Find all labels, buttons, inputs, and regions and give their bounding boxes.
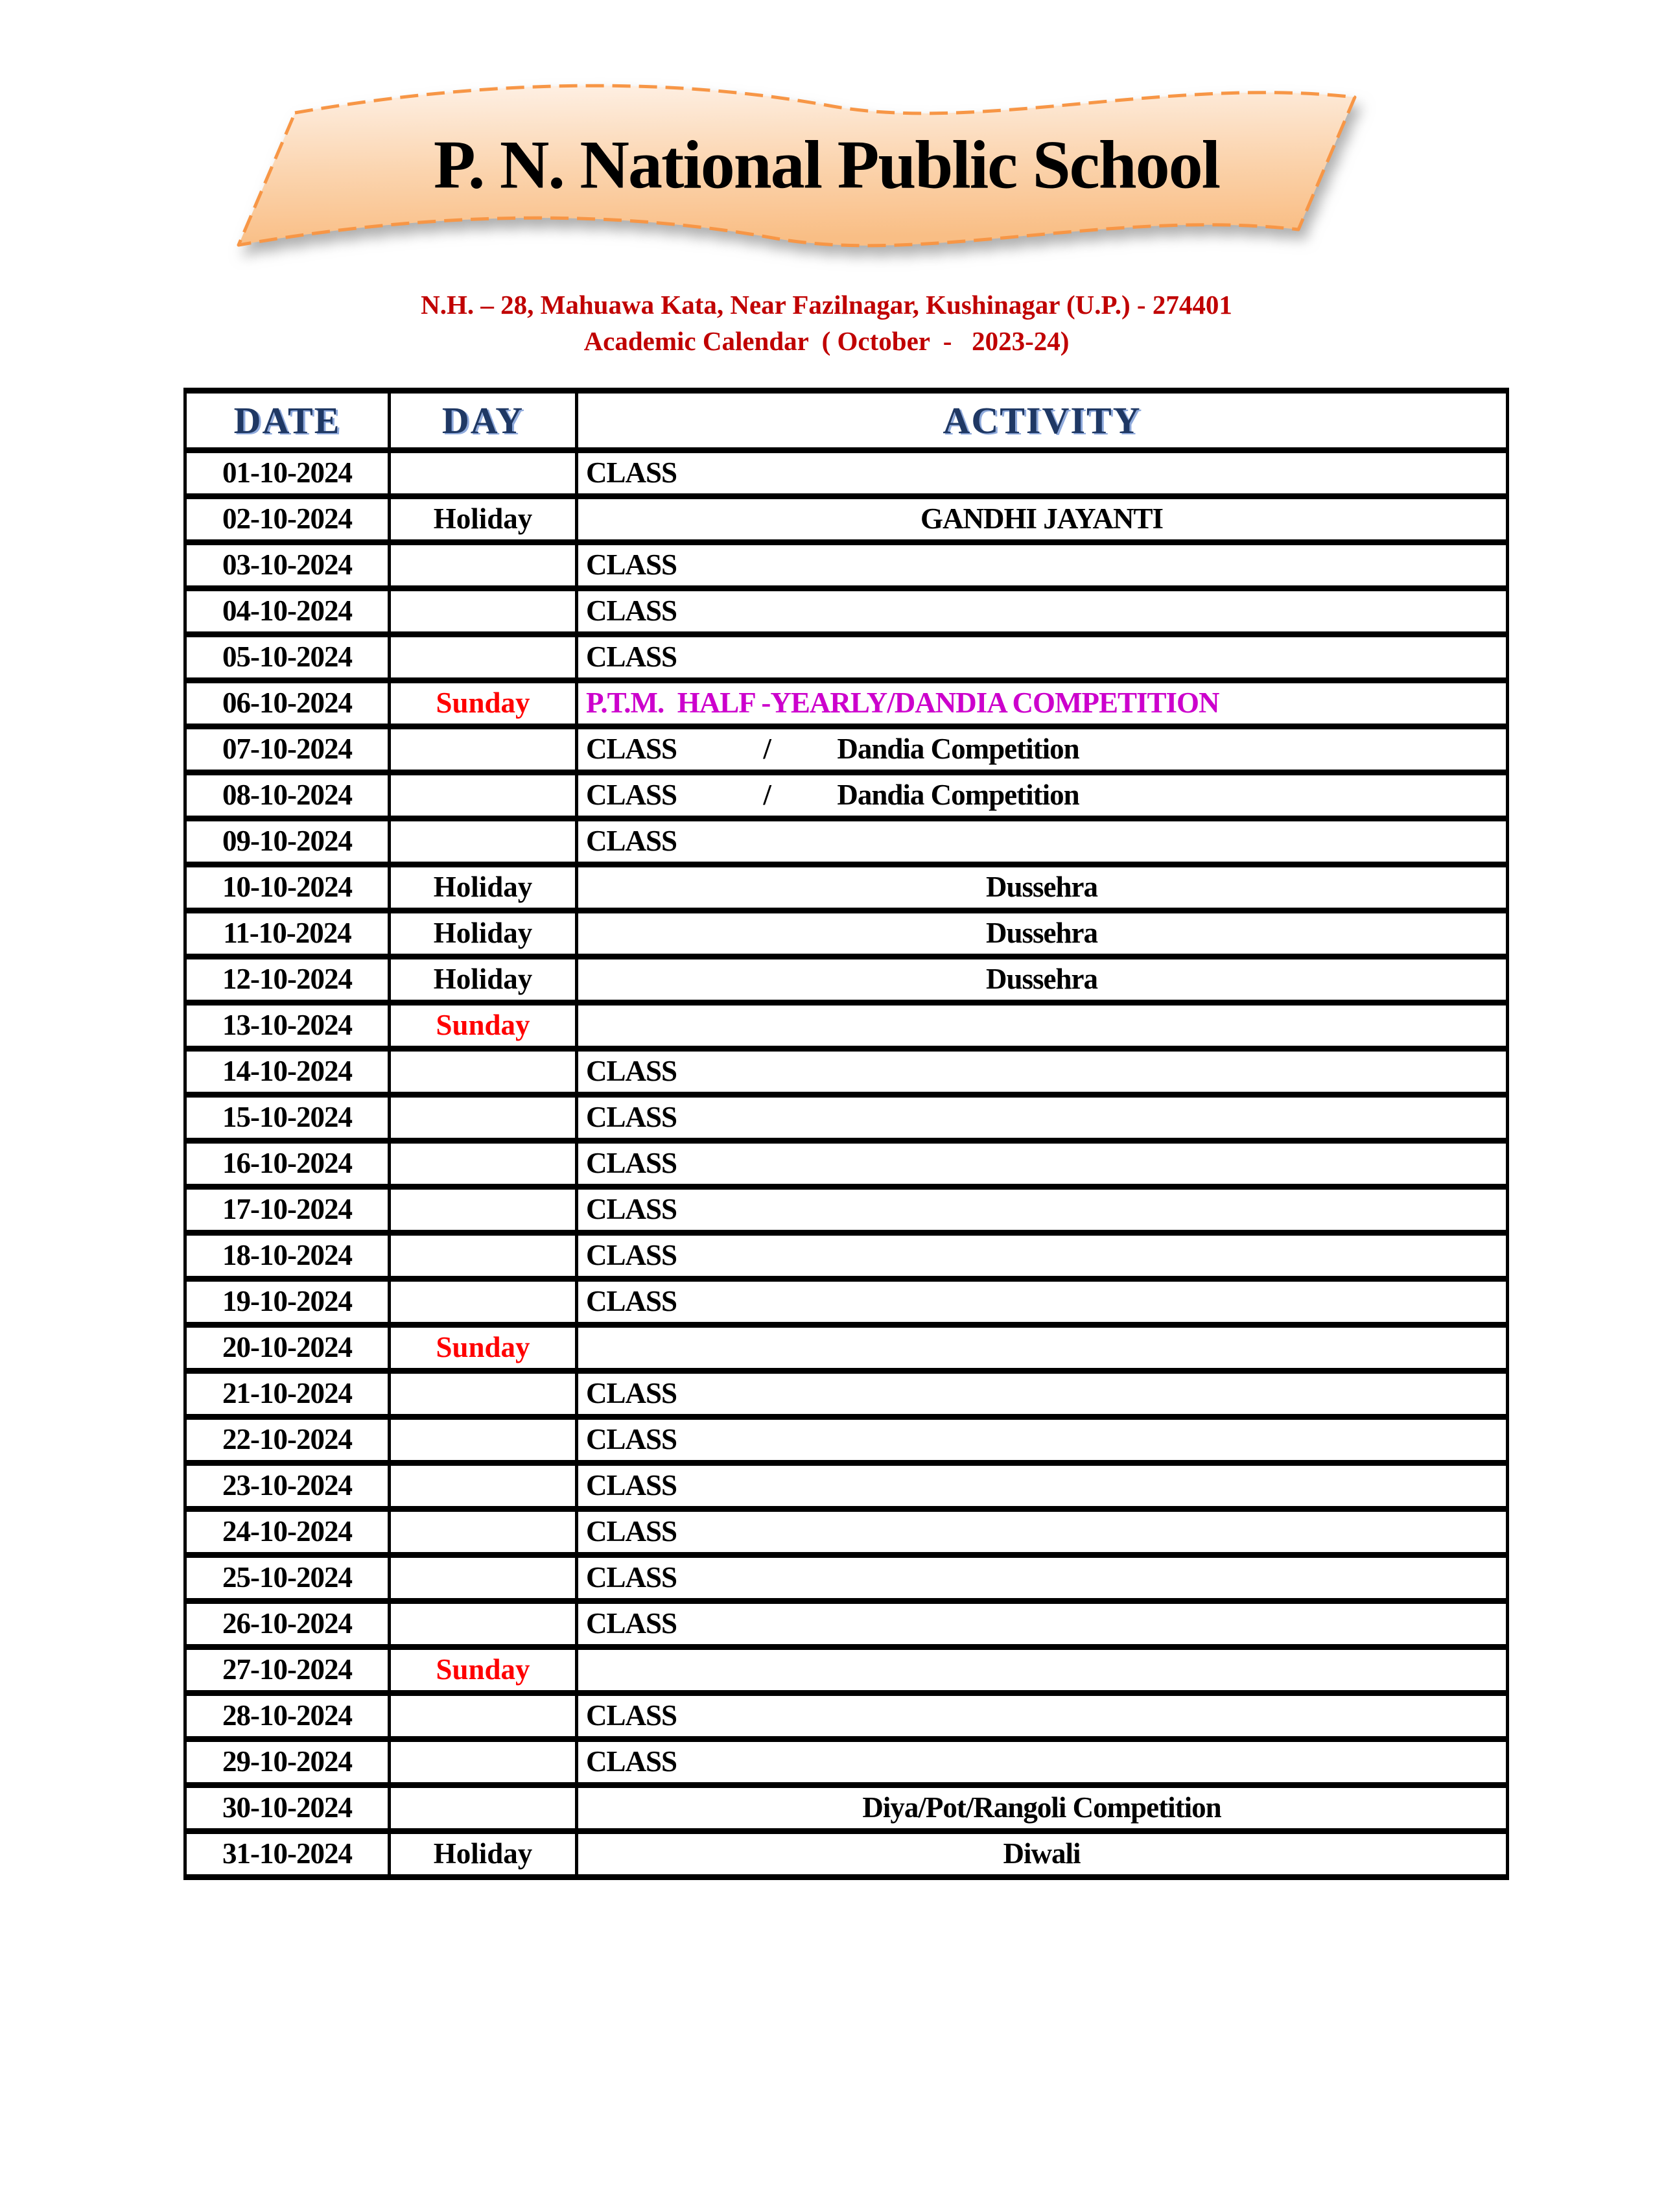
table-row <box>185 819 1508 865</box>
date-cell: 16-10-2024 <box>185 1141 390 1187</box>
date-cell: 11-10-2024 <box>185 911 390 957</box>
day-cell <box>390 1785 577 1831</box>
activity-cell: CLASS <box>577 1555 1508 1601</box>
activity-cell <box>577 1003 1508 1049</box>
date-cell: 17-10-2024 <box>185 1187 390 1233</box>
date-cell: 26-10-2024 <box>185 1601 390 1647</box>
date-cell: 27-10-2024 <box>185 1647 390 1693</box>
day-cell: Holiday <box>390 1831 577 1877</box>
activity-cell: CLASS <box>577 1509 1508 1555</box>
activity-cell: CLASS / Dandia Competition <box>577 727 1508 773</box>
table-row <box>185 1555 1508 1601</box>
table-row <box>185 957 1508 1003</box>
date-cell: 03-10-2024 <box>185 543 390 589</box>
activity-cell: Dussehra <box>577 865 1508 911</box>
day-cell <box>390 1739 577 1785</box>
date-cell: 20-10-2024 <box>185 1325 390 1371</box>
date-cell: 06-10-2024 <box>185 681 390 727</box>
address-line: N.H. – 28, Mahuawa Kata, Near Fazilnagar, Kushinagar (U.P.) - 274401 <box>421 290 1232 320</box>
date-cell: 05-10-2024 <box>185 635 390 681</box>
day-cell: Sunday <box>390 1325 577 1371</box>
date-cell: 31-10-2024 <box>185 1831 390 1877</box>
header-cell-date: DATE <box>185 391 390 451</box>
day-cell <box>390 589 577 635</box>
table-row <box>185 1187 1508 1233</box>
activity-cell: CLASS <box>577 1279 1508 1325</box>
date-cell: 07-10-2024 <box>185 727 390 773</box>
header-cell-day: DAY <box>390 391 577 451</box>
calendar-table <box>183 388 1509 1880</box>
date-cell: 01-10-2024 <box>185 451 390 497</box>
day-cell <box>390 1049 577 1095</box>
table-row <box>185 681 1508 727</box>
day-cell <box>390 773 577 819</box>
activity-cell: CLASS <box>577 1095 1508 1141</box>
day-cell: Holiday <box>390 497 577 543</box>
activity-cell: CLASS <box>577 635 1508 681</box>
date-cell: 04-10-2024 <box>185 589 390 635</box>
page <box>0 73 1653 2212</box>
activity-cell: CLASS <box>577 543 1508 589</box>
header-cell-activity: ACTIVITY <box>577 391 1508 451</box>
activity-cell: CLASS <box>577 451 1508 497</box>
calendar-title: Academic Calendar ( October - 2023-24) <box>583 326 1070 356</box>
table-row <box>185 865 1508 911</box>
activity-cell: CLASS <box>577 1417 1508 1463</box>
table-row <box>185 1141 1508 1187</box>
table-row <box>185 773 1508 819</box>
table-row <box>185 1785 1508 1831</box>
activity-cell: Dussehra <box>577 957 1508 1003</box>
activity-cell: CLASS <box>577 1739 1508 1785</box>
table-row <box>185 1739 1508 1785</box>
day-cell <box>390 1463 577 1509</box>
activity-cell: CLASS <box>577 1141 1508 1187</box>
calendar-table-body <box>185 451 1508 1877</box>
date-cell: 19-10-2024 <box>185 1279 390 1325</box>
date-cell: 24-10-2024 <box>185 1509 390 1555</box>
date-cell: 15-10-2024 <box>185 1095 390 1141</box>
table-row <box>185 1325 1508 1371</box>
date-cell: 25-10-2024 <box>185 1555 390 1601</box>
table-row <box>185 589 1508 635</box>
day-cell <box>390 1417 577 1463</box>
day-cell <box>390 819 577 865</box>
activity-cell: CLASS <box>577 1049 1508 1095</box>
table-row <box>185 1417 1508 1463</box>
table-row <box>185 451 1508 497</box>
table-row <box>185 635 1508 681</box>
date-cell: 09-10-2024 <box>185 819 390 865</box>
table-header-row <box>185 391 1508 451</box>
day-cell: Sunday <box>390 1003 577 1049</box>
date-cell: 14-10-2024 <box>185 1049 390 1095</box>
activity-cell: P.T.M. HALF -YEARLY/DANDIA COMPETITION <box>577 681 1508 727</box>
day-cell <box>390 1509 577 1555</box>
table-row <box>185 1233 1508 1279</box>
date-cell: 22-10-2024 <box>185 1417 390 1463</box>
day-cell <box>390 1233 577 1279</box>
date-cell: 18-10-2024 <box>185 1233 390 1279</box>
activity-cell: CLASS <box>577 1463 1508 1509</box>
date-cell: 08-10-2024 <box>185 773 390 819</box>
day-cell: Holiday <box>390 865 577 911</box>
day-cell <box>390 1693 577 1739</box>
table-row <box>185 1601 1508 1647</box>
table-row <box>185 1463 1508 1509</box>
table-row <box>185 1371 1508 1417</box>
table-row <box>185 543 1508 589</box>
table-row <box>185 1095 1508 1141</box>
day-cell: Sunday <box>390 681 577 727</box>
activity-cell: CLASS <box>577 819 1508 865</box>
activity-cell: CLASS <box>577 1693 1508 1739</box>
table-row <box>185 1003 1508 1049</box>
date-cell: 13-10-2024 <box>185 1003 390 1049</box>
table-row <box>185 1279 1508 1325</box>
day-cell <box>390 451 577 497</box>
table-row <box>185 1693 1508 1739</box>
day-cell <box>390 1601 577 1647</box>
table-row <box>185 497 1508 543</box>
date-cell: 21-10-2024 <box>185 1371 390 1417</box>
day-cell: Sunday <box>390 1647 577 1693</box>
day-cell <box>390 1371 577 1417</box>
banner-ribbon <box>185 73 1468 267</box>
day-cell <box>390 1141 577 1187</box>
date-cell: 30-10-2024 <box>185 1785 390 1831</box>
activity-cell: CLASS <box>577 589 1508 635</box>
day-cell <box>390 543 577 589</box>
day-cell <box>390 727 577 773</box>
day-cell <box>390 1095 577 1141</box>
table-row <box>185 911 1508 957</box>
activity-cell: Diwali <box>577 1831 1508 1877</box>
date-cell: 29-10-2024 <box>185 1739 390 1785</box>
activity-cell: CLASS / Dandia Competition <box>577 773 1508 819</box>
day-cell <box>390 1187 577 1233</box>
activity-cell: GANDHI JAYANTI <box>577 497 1508 543</box>
day-cell <box>390 635 577 681</box>
day-cell <box>390 1555 577 1601</box>
day-cell: Holiday <box>390 957 577 1003</box>
activity-cell: CLASS <box>577 1233 1508 1279</box>
activity-cell: Dussehra <box>577 911 1508 957</box>
date-cell: 28-10-2024 <box>185 1693 390 1739</box>
date-cell: 10-10-2024 <box>185 865 390 911</box>
activity-cell: CLASS <box>577 1601 1508 1647</box>
day-cell <box>390 1279 577 1325</box>
school-name: P. N. National Public School <box>433 126 1220 203</box>
activity-cell: CLASS <box>577 1371 1508 1417</box>
table-row <box>185 1049 1508 1095</box>
date-cell: 02-10-2024 <box>185 497 390 543</box>
table-row <box>185 1509 1508 1555</box>
activity-cell <box>577 1325 1508 1371</box>
activity-cell: Diya/Pot/Rangoli Competition <box>577 1785 1508 1831</box>
activity-cell <box>577 1647 1508 1693</box>
date-cell: 23-10-2024 <box>185 1463 390 1509</box>
table-row <box>185 1831 1508 1877</box>
table-row <box>185 1647 1508 1693</box>
day-cell: Holiday <box>390 911 577 957</box>
table-row <box>185 727 1508 773</box>
date-cell: 12-10-2024 <box>185 957 390 1003</box>
activity-cell: CLASS <box>577 1187 1508 1233</box>
